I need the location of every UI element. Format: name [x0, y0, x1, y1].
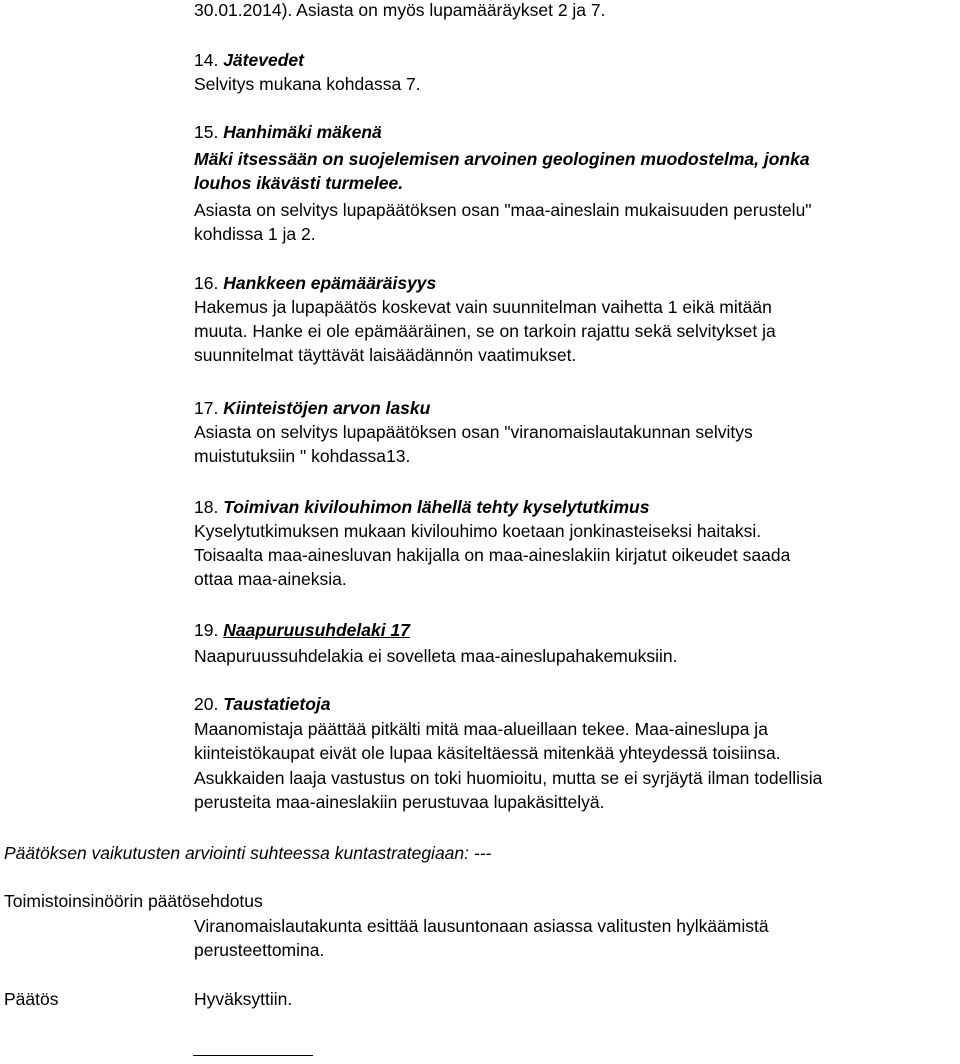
section-19-body: Naapuruussuhdelakia ei sovelleta maa-aineslupahakemuksiin.: [194, 646, 678, 666]
section-number: 16.: [194, 273, 219, 293]
section-15-emphasis: Mäki itsessään on suojelemisen arvoinen geologinen muodostelma, jonka: [194, 149, 810, 169]
section-number: 18.: [194, 497, 219, 517]
section-15-heading: [194, 121, 382, 143]
section-15-body: Asiasta on selvitys lupapäätöksen osan "maa-aineslain mukaisuuden perustelu": [194, 200, 812, 220]
section-number: 17.: [194, 398, 219, 418]
intro-line: 30.01.2014). Asiasta on myös lupamääräykset 2 ja 7.: [194, 0, 606, 20]
section-title: Taustatietoja: [223, 694, 331, 714]
proposal-heading: Toimistoinsinöörin päätösehdotus: [4, 891, 263, 911]
section-title: Toimivan kivilouhimon lähellä tehty kyselytutkimus: [223, 497, 650, 517]
section-title: Hanhimäki mäkenä: [223, 122, 382, 142]
section-19-heading: [194, 619, 410, 641]
section-15-emphasis: louhos ikävästi turmelee.: [194, 173, 404, 193]
section-title: Kiinteistöjen arvon lasku: [223, 398, 431, 418]
section-20-body: perusteita maa-aineslakiin perustuvaa lupakäsittelyä.: [194, 792, 605, 812]
section-title: Naapuruusuhdelaki 17: [223, 620, 410, 640]
section-18-body: ottaa maa-aineksia.: [194, 569, 347, 589]
proposal-body: Viranomaislautakunta esittää lausuntonaan asiassa valitusten hylkäämistä: [194, 916, 769, 936]
section-title: Jätevedet: [223, 50, 304, 70]
section-16-body: Hakemus ja lupapäätös koskevat vain suunnitelman vaihetta 1 eikä mitään: [194, 297, 772, 317]
section-17-body: Asiasta on selvitys lupapäätöksen osan "viranomaislautakunnan selvitys: [194, 422, 753, 442]
section-18-heading: [194, 496, 649, 518]
section-number: 20.: [194, 694, 219, 714]
section-20-body: Asukkaiden laaja vastustus on toki huomioitu, mutta se ei syrjäytä ilman todellisia: [194, 768, 823, 788]
section-18-body: Toisaalta maa-ainesluvan hakijalla on maa-aineslakiin kirjatut oikeudet saada: [194, 545, 791, 565]
section-14-heading: [194, 49, 304, 71]
section-title: Hankkeen epämääräisyys: [223, 273, 437, 293]
proposal-body: perusteettomina.: [194, 940, 325, 960]
decision-text: Hyväksyttiin.: [194, 989, 293, 1009]
section-16-body: suunnitelmat täyttävät laisäädännön vaatimukset.: [194, 345, 577, 365]
section-14-body: Selvitys mukana kohdassa 7.: [194, 74, 421, 94]
section-number: 15.: [194, 122, 219, 142]
impact-assessment: Päätöksen vaikutusten arviointi suhteessa kuntastrategiaan: ---: [4, 843, 492, 863]
section-17-heading: [194, 397, 430, 419]
section-20-heading: [194, 693, 331, 715]
section-16-heading: [194, 272, 436, 294]
section-16-body: muuta. Hanke ei ole epämääräinen, se on tarkoin rajattu sekä selvitykset ja: [194, 321, 776, 341]
section-number: 14.: [194, 50, 219, 70]
decision-label: Päätös: [4, 989, 59, 1009]
section-15-body: kohdissa 1 ja 2.: [194, 224, 316, 244]
section-number: 19.: [194, 620, 219, 640]
section-17-body: muistutuksiin " kohdassa13.: [194, 446, 411, 466]
section-20-body: Maanomistaja päättää pitkälti mitä maa-alueillaan tekee. Maa-aineslupa ja: [194, 719, 768, 739]
section-18-body: Kyselytutkimuksen mukaan kivilouhimo koetaan jonkinasteiseksi haitaksi.: [194, 521, 762, 541]
section-20-body: kiinteistökaupat eivät ole lupaa käsiteltäessä mitenkää yhteydessä toisiinsa.: [194, 743, 781, 763]
signature-line: [193, 1055, 313, 1056]
